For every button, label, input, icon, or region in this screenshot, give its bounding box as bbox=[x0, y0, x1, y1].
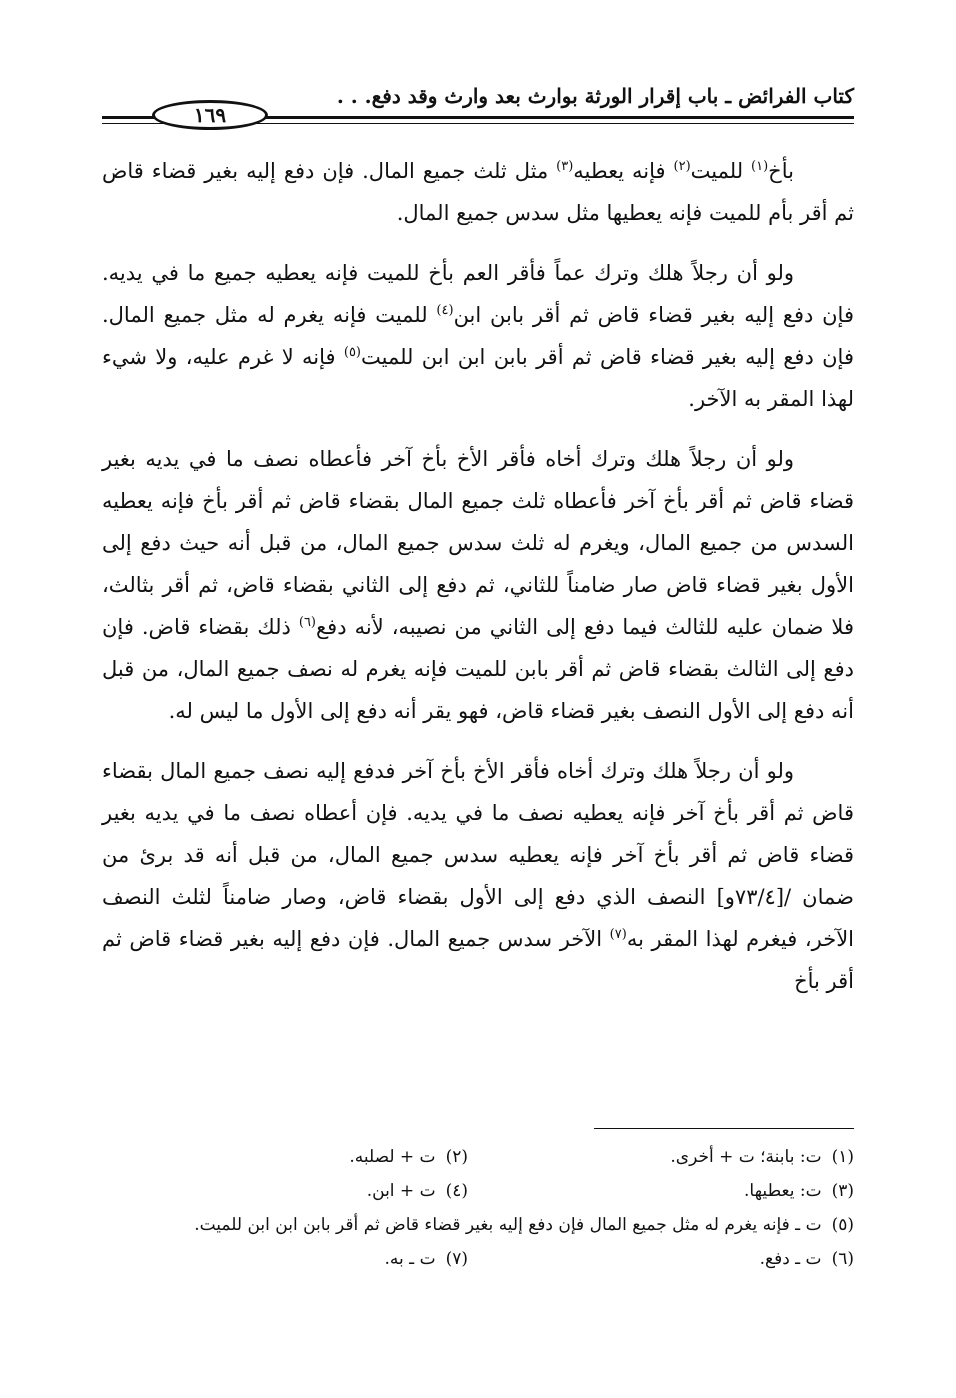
footnote-text: ت: بابنة؛ ت + أخرى. bbox=[670, 1147, 822, 1167]
footnote-marker[interactable]: (٢) bbox=[673, 159, 691, 174]
footnote-text: ت ـ فإنه يغرم له مثل جميع المال فإن دفع إليه بغير قضاء قاض ثم أقر بابن ابن ابن للميت. bbox=[194, 1215, 822, 1235]
footnote-item bbox=[488, 1140, 854, 1174]
paragraph bbox=[102, 438, 854, 732]
footnote-item bbox=[488, 1242, 854, 1276]
footnote-marker[interactable]: (٤) bbox=[436, 303, 454, 318]
footnote-number: (٦) bbox=[831, 1249, 854, 1269]
paragraph-text: للميت bbox=[690, 159, 752, 183]
footnote-marker[interactable]: (٦) bbox=[298, 615, 316, 630]
paragraph-text: للميت فإنه يغرم له مثل جميع المال. فإن دفع إليه بغير قضاء قاض ثم أقر بابن ابن ابن للميت bbox=[102, 303, 854, 369]
footnote-marker[interactable]: (٣) bbox=[556, 159, 574, 174]
footnote-marker[interactable]: (٧) bbox=[609, 927, 627, 942]
paragraph-text: ولو أن رجلاً هلك وترك أخاه فأقر الأخ بأخ آخر فأعطاه نصف ما في يديه بغير قضاء قاض ثم أقر بأخ آخر فأعطاه ثلث جميع المال بقضاء قاض ثم أقر بأخ فإنه يعطيه السدس من جميع المال، ويغرم له ثلث سدس جميع المال، من قبل أنه حيث دفع إلى الأول بغير قضاء قاض صار ضامناً للثاني، ثم دفع إلى الثاني بقضاء قاض، ثم أقر بثالث، فلا ضمان عليه للثالث فيما دفع إلى الثاني من نصيبه، لأنه دفع bbox=[102, 447, 854, 639]
paragraph bbox=[102, 750, 854, 1002]
paragraph-text: بأخ bbox=[768, 159, 794, 183]
paragraph-text: الآخر سدس جميع المال. فإن دفع إليه بغير قضاء قاض ثم أقر بأخ bbox=[102, 927, 854, 993]
footnote-number: (٧) bbox=[445, 1249, 468, 1269]
footnote-list bbox=[102, 1140, 854, 1276]
footnote-item bbox=[488, 1174, 854, 1208]
footnote-number: (٤) bbox=[445, 1181, 468, 1201]
footnote-item bbox=[102, 1140, 468, 1174]
footnotes bbox=[102, 1128, 854, 1276]
footnote-item bbox=[102, 1208, 854, 1242]
footnote-number: (٥) bbox=[831, 1215, 854, 1235]
footnote-item bbox=[102, 1174, 468, 1208]
footnote-number: (٣) bbox=[831, 1181, 854, 1201]
footnote-text: ت: يعطيها. bbox=[744, 1181, 822, 1201]
footnote-item bbox=[102, 1242, 468, 1276]
footnote-number: (١) bbox=[831, 1147, 854, 1167]
footnote-number: (٢) bbox=[445, 1147, 468, 1167]
paragraph bbox=[102, 252, 854, 420]
paragraph-text: ولو أن رجلاً هلك وترك أخاه فأقر الأخ بأخ آخر فدفع إليه نصف جميع المال بقضاء قاض ثم أقر بأخ آخر فإنه يعطيه نصف ما في يديه. فإن أعطاه نصف ما في يديه بغير قضاء قاض ثم أقر بأخ آخر فإنه يعطيه سدس جميع المال، من قبل أنه قد برئ من ضمان /[٧٣/٤و] النصف الذي دفع إلى الأول بقضاء قاض، وصار ضامناً لثلث النصف الآخر، فيغرم لهذا المقر به bbox=[102, 759, 855, 951]
page-number-badge bbox=[152, 100, 268, 130]
paragraph-text: ذلك بقضاء قاض. فإن دفع إلى الثالث بقضاء قاض ثم أقر بابن للميت فإنه يغرم له نصف جميع المال، من قبل أنه دفع إلى الأول النصف بغير قضاء قاض، فهو يقر أنه دفع إلى الأول ما ليس له. bbox=[102, 615, 854, 723]
footnote-text: ت + لصلبه. bbox=[349, 1147, 436, 1167]
footnote-marker[interactable]: (٥) bbox=[343, 345, 361, 360]
paragraph-text: مثل ثلث جميع المال. فإن دفع إليه بغير قضاء قاض ثم أقر بأم للميت فإنه يعطيها مثل سدس جميع المال. bbox=[102, 159, 854, 225]
paragraph bbox=[102, 150, 854, 234]
footnote-text: ت + ابن. bbox=[366, 1181, 436, 1201]
footnote-text: ت ـ دفع. bbox=[759, 1249, 822, 1269]
paragraph-text: فإنه لا غرم عليه، ولا شيء لهذا المقر به الآخر. bbox=[102, 345, 854, 411]
running-title: كتاب الفرائض ـ باب إقرار الورثة بوارث بعد وارث وقد دفع. . . bbox=[336, 84, 854, 108]
paragraph-text: ولو أن رجلاً هلك وترك عماً فأقر العم بأخ للميت فإنه يعطيه جميع ما في يديه. فإن دفع إليه بغير قضاء قاض ثم أقر بابن ابن bbox=[102, 261, 854, 327]
main-text bbox=[102, 150, 854, 1020]
footnote-marker[interactable]: (١) bbox=[751, 159, 769, 174]
page-number: ١٦٩ bbox=[193, 103, 227, 127]
paragraph-text: فإنه يعطيه bbox=[573, 159, 674, 183]
footnote-text: ت ـ به. bbox=[384, 1249, 436, 1269]
page-header bbox=[102, 84, 854, 132]
